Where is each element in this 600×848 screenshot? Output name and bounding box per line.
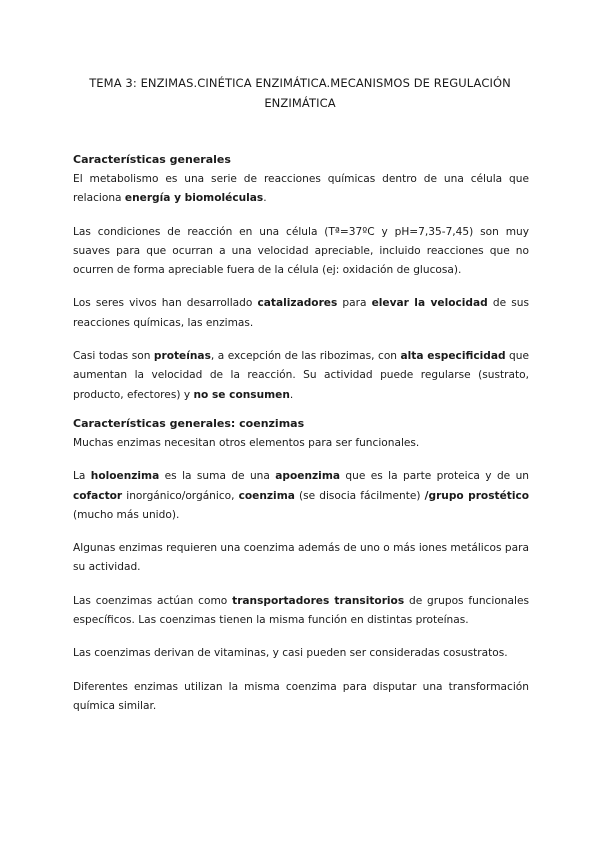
paragraph-transporters: Las coenzimas actúan como transportadores transitorios de grupos funcionales específicos. Las coenzimas tienen la misma función en distintas proteínas. xyxy=(73,594,529,627)
document-body xyxy=(73,150,529,716)
page-title xyxy=(70,73,530,113)
title-line-2: ENZIMÁTICA xyxy=(264,96,336,110)
paragraph-metabolism: El metabolismo es una serie de reacciones químicas dentro de una célula que relaciona energía y biomoléculas. xyxy=(73,173,529,205)
paragraph-catalysts: Los seres vivos han desarrollado catalizadores para elevar la velocidad de sus reacciones químicas, las enzimas. xyxy=(73,297,529,329)
title-line-1: TEMA 3: ENZIMAS.CINÉTICA ENZIMÁTICA.MECANISMOS DE REGULACIÓN xyxy=(89,76,511,90)
paragraph-holoenzyme: La holoenzima es la suma de una apoenzima que es la parte proteica y de un cofactor inorgánico/orgánico, coenzima (se disocia fácilmente) /grupo prostético (mucho más unido). xyxy=(73,470,530,521)
paragraph-same-coenzyme: Diferentes enzimas utilizan la misma coenzima para disputar una transformación química similar. xyxy=(73,680,529,712)
paragraph-metal-ions: Algunas enzimas requieren una coenzima además de uno o más iones metálicos para su actividad. xyxy=(73,542,529,574)
paragraph-proteins: Casi todas son proteínas, a excepción de las ribozimas, con alta especificidad que aumentan la velocidad de la reacción. Su actividad puede regularse (sustrato, producto, efectores) y no se consumen. xyxy=(73,350,529,401)
paragraph-conditions: Las condiciones de reacción en una célula (Tª=37ºC y pH=7,35-7,45) son muy suaves para que ocurran a una velocidad apreciable, incluido reacciones que no ocurren de forma apreciable fuera de la célula (ej: oxidación de glucosa). xyxy=(73,225,529,277)
paragraph-other-elements: Muchas enzimas necesitan otros elementos para ser funcionales. xyxy=(73,436,420,449)
section-heading-general: Características generales xyxy=(73,153,231,166)
paragraph-vitamins: Las coenzimas derivan de vitaminas, y casi pueden ser consideradas cosustratos. xyxy=(73,647,508,660)
section-heading-coenzymes: Características generales: coenzimas xyxy=(73,416,305,430)
